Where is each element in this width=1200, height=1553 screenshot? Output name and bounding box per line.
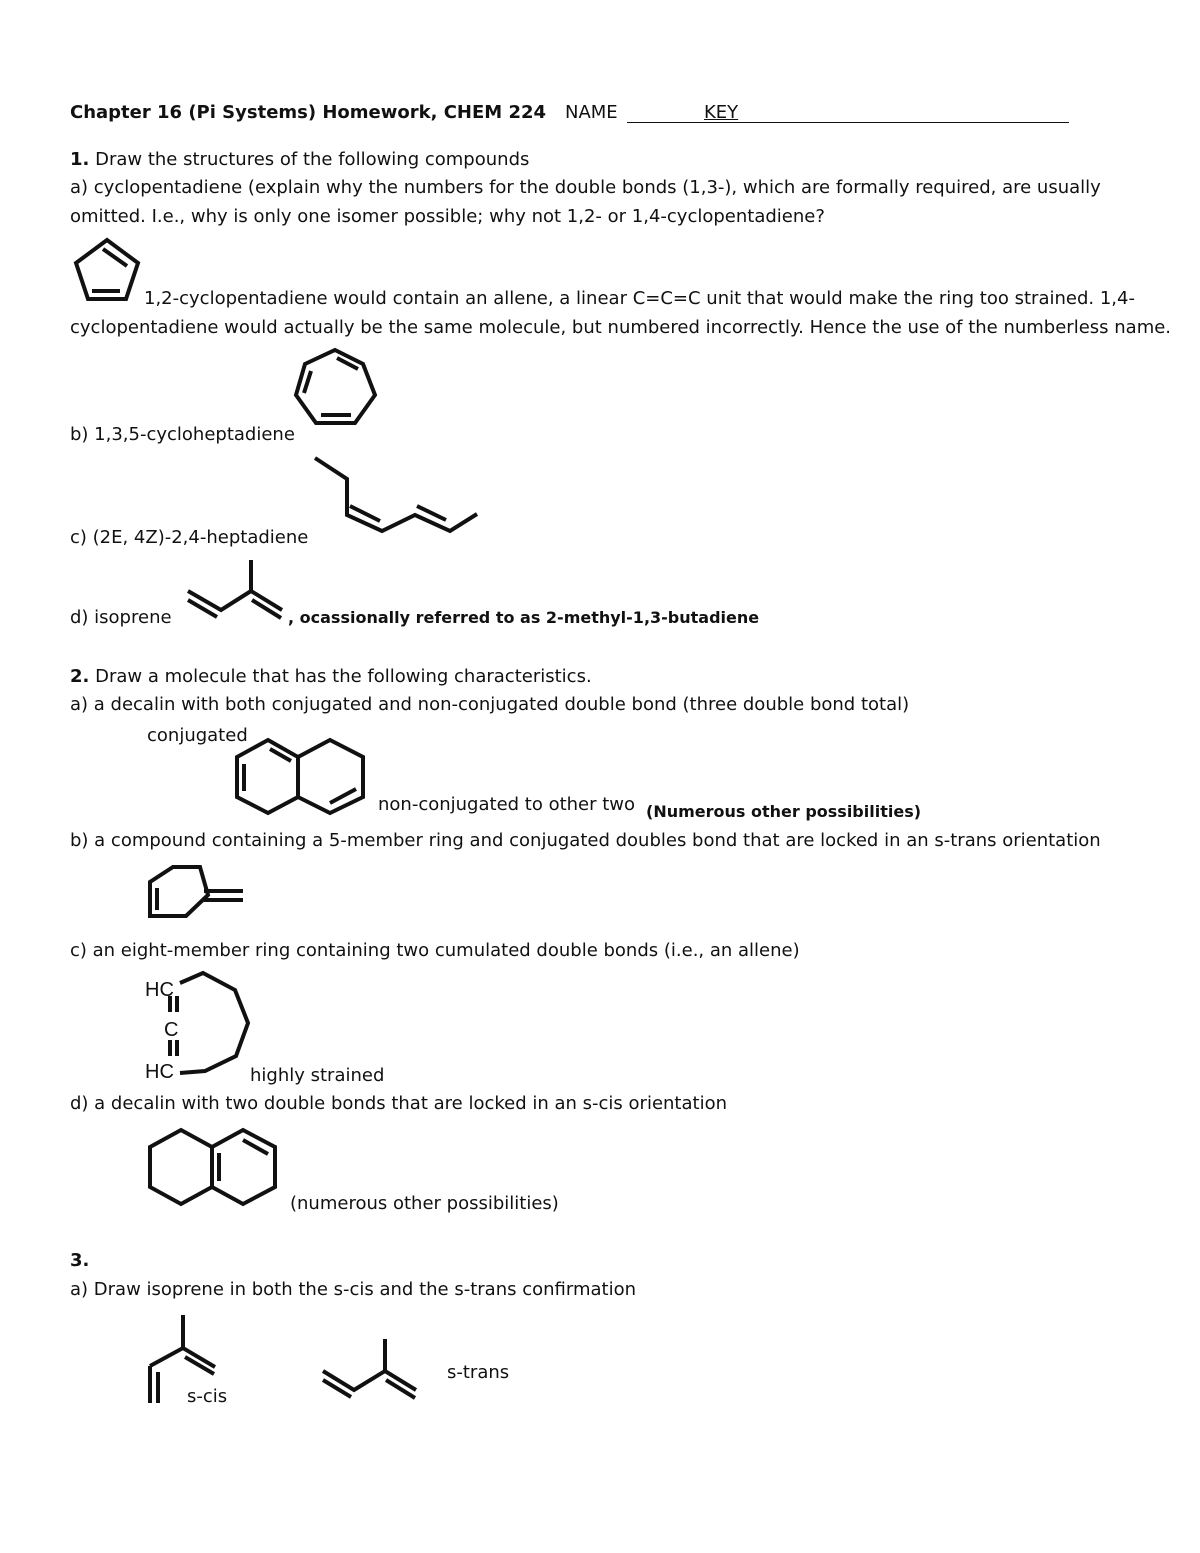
q2d-text: d) a decalin with two double bonds that are locked in an s-cis orientation [70, 1093, 727, 1114]
isoprene-s-trans-structure [318, 1335, 423, 1405]
hc-top-label: HC [145, 979, 174, 1001]
q2a-text: a) a decalin with both conjugated and non-conjugated double bond (three double bond total) [70, 694, 910, 715]
q1a-line1: a) cyclopentadiene (explain why the numbers for the double bonds (1,3-), which are formally required, are usually [70, 177, 1101, 198]
allene-c-label: C [164, 1019, 179, 1041]
isoprene-structure [185, 556, 290, 626]
name-field [627, 104, 1069, 123]
q1a-line2: omitted. I.e., why is only one isomer possible; why not 1,2- or 1,4-cyclopentadiene? [70, 206, 825, 227]
q2-heading [70, 666, 592, 688]
q2a-nonconjugated-label: non-conjugated to other two [378, 794, 636, 815]
q1b-text: b) 1,3,5-cycloheptadiene [70, 424, 295, 445]
q2c-label: highly strained [250, 1065, 385, 1086]
q2c-text: c) an eight-member ring containing two cumulated double bonds (i.e., an allene) [70, 940, 800, 961]
q1a-answer-line1: 1,2-cyclopentadiene would contain an allene, a linear C=C=C unit that would make the ring too strained. 1,4- [144, 288, 1135, 309]
q1-prompt: Draw the structures of the following compounds [95, 149, 530, 170]
page-title: Chapter 16 (Pi Systems) Homework, CHEM 224 [70, 102, 547, 123]
q3a-text: a) Draw isoprene in both the s-cis and the s-trans confirmation [70, 1279, 636, 1300]
cycloheptadiene-structure [288, 343, 388, 443]
s-trans-label: s-trans [447, 1362, 510, 1383]
q2d-note: (numerous other possibilities) [290, 1193, 559, 1214]
q1-heading [70, 149, 529, 171]
q2a-conjugated-label: conjugated [147, 725, 248, 746]
q2b-text: b) a compound containing a 5-member ring and conjugated doubles bond that are locked in an s-trans orientation [70, 830, 1101, 851]
methylenecyclopentene-structure [143, 862, 248, 932]
q1d-note: , ocassionally referred to as 2-methyl-1,3-butadiene [288, 608, 760, 627]
q1c-text: c) (2E, 4Z)-2,4-heptadiene [70, 527, 309, 548]
cyclopentadiene-structure [70, 235, 150, 305]
q2-prompt: Draw a molecule that has the following characteristics. [95, 666, 592, 687]
heptadiene-structure [310, 453, 490, 543]
cyclooctadiene-allene-structure [140, 968, 260, 1086]
name-label: NAME [565, 102, 618, 123]
q1d-text: d) isoprene [70, 607, 172, 628]
q3-number: 3. [70, 1250, 90, 1271]
q1a-answer-line2: cyclopentadiene would actually be the same molecule, but numbered incorrectly. Hence the use of the numberless name. [70, 317, 1172, 338]
s-cis-label: s-cis [187, 1386, 228, 1407]
hc-bottom-label: HC [145, 1061, 174, 1083]
q2-number: 2. [70, 666, 90, 687]
q2a-note: (Numerous other possibilities) [646, 802, 922, 821]
name-value: KEY [704, 102, 739, 123]
q1-number: 1. [70, 149, 90, 170]
decalin-diene-structure [145, 1125, 285, 1220]
decalin-triene-structure [230, 735, 375, 825]
